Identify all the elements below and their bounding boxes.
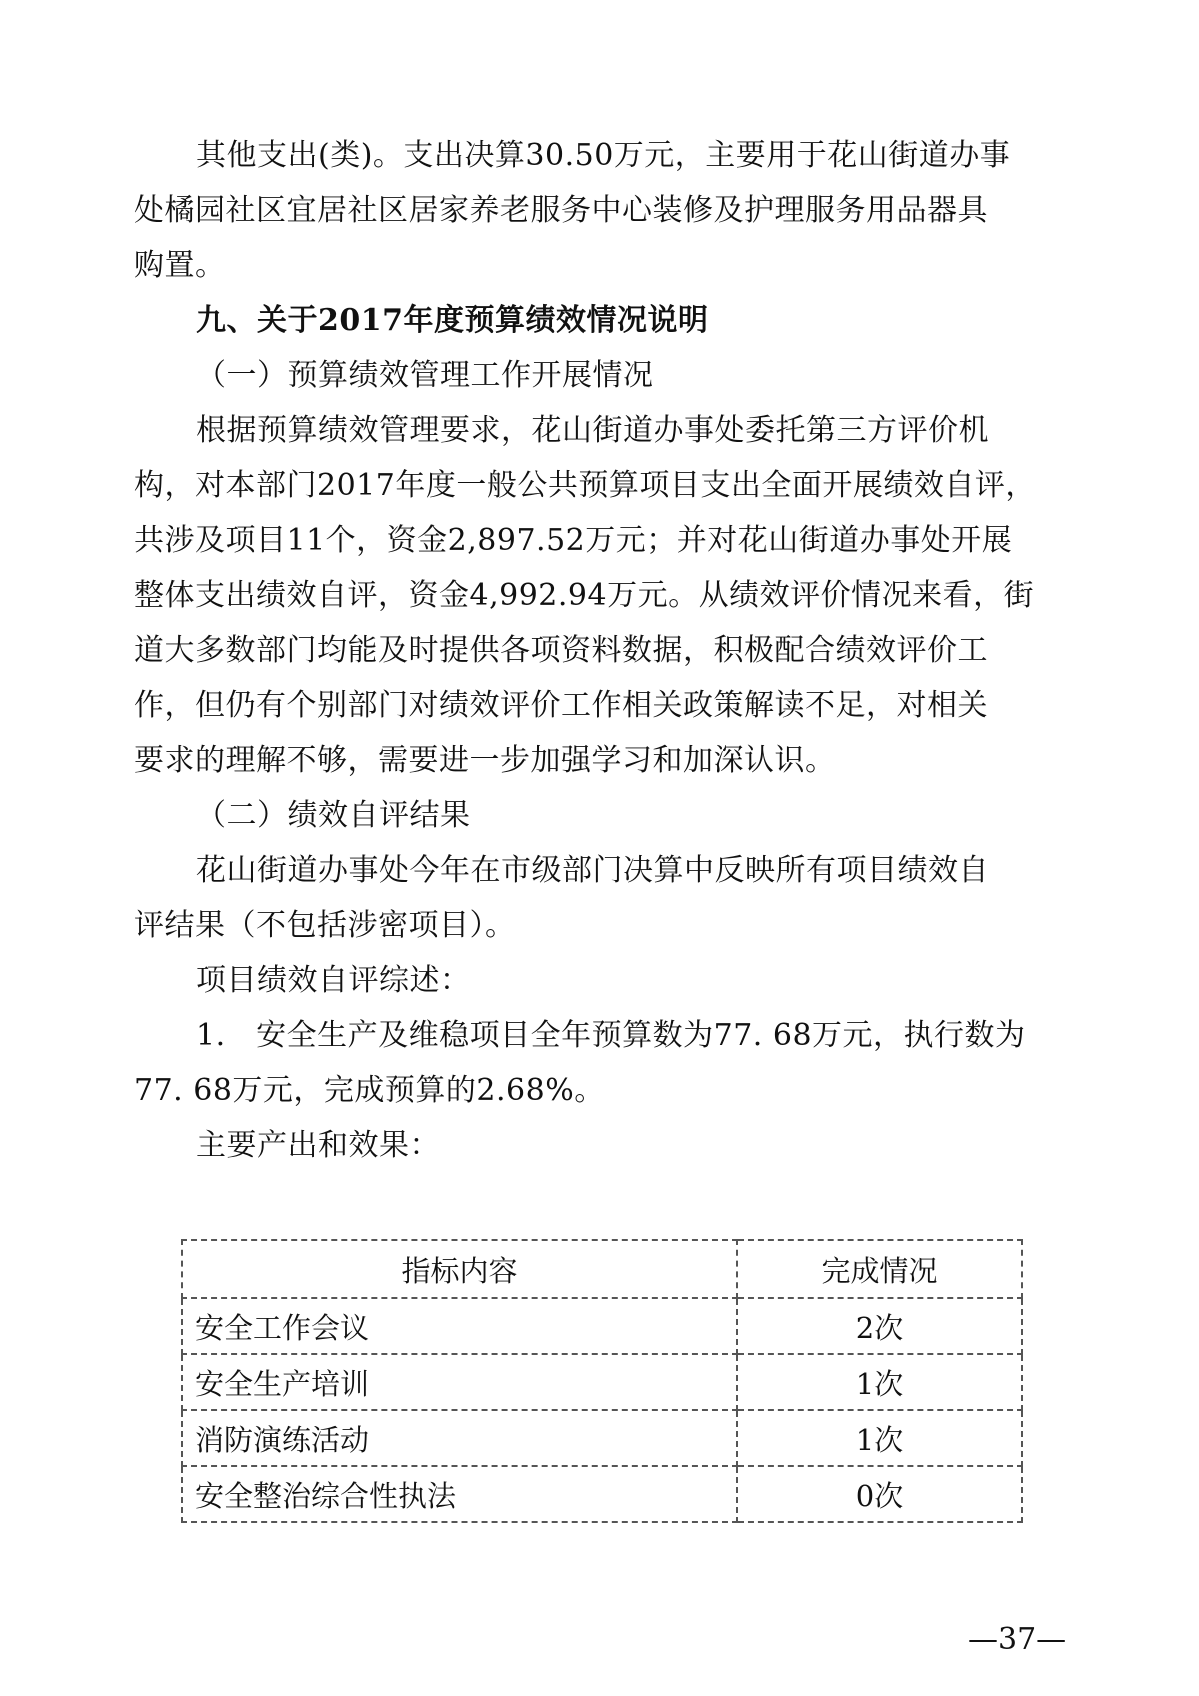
line-9: 整体支出绩效自评，资金4,992.94万元。从绩效评价情况来看，街 [134,578,1035,613]
line-8: 共涉及项目11个，资金2,897.52万元；并对花山街道办事处开展 [134,523,1013,558]
table-header-row [182,1240,1022,1298]
table-header-cell: 指标内容 [182,1240,737,1298]
table-header-cell: 完成情况 [737,1240,1022,1298]
subheading-1: （一）预算绩效管理工作开展情况 [196,358,654,393]
line-12: 要求的理解不够，需要进一步加强学习和加深认识。 [134,743,836,778]
table-row [182,1466,1022,1522]
line-2: 处橘园社区宜居社区居家养老服务中心装修及护理服务用品器具 [134,193,988,228]
indicator-cell: 消防演练活动 [182,1410,737,1466]
section-heading-9: 九、关于2017年度预算绩效情况说明 [196,303,709,338]
line-6: 根据预算绩效管理要求，花山街道办事处委托第三方评价机 [196,413,989,448]
indicator-cell: 安全整治综合性执法 [182,1466,737,1522]
line-11: 作，但仍有个别部门对绩效评价工作相关政策解读不足，对相关 [134,688,988,723]
line-10: 道大多数部门均能及时提供各项资料数据，积极配合绩效评价工 [134,633,988,668]
line-1: 其他支出(类)。支出决算30.50万元，主要用于花山街道办事 [196,138,1011,173]
result-cell: 1次 [737,1354,1022,1410]
line-16: 项目绩效自评综述： [196,963,471,998]
indicator-cell: 安全生产培训 [182,1354,737,1410]
line-15: 评结果（不包括涉密项目）。 [134,908,516,943]
table-row [182,1298,1022,1354]
performance-table [181,1239,1023,1523]
indicator-cell: 安全工作会议 [182,1298,737,1354]
line-19: 主要产出和效果： [196,1128,440,1163]
subheading-2: （二）绩效自评结果 [196,798,471,833]
line-3: 购置。 [134,248,226,283]
page-number: —37— [968,1622,1067,1657]
table-row [182,1354,1022,1410]
line-14: 花山街道办事处今年在市级部门决算中反映所有项目绩效自 [196,853,989,888]
result-cell: 2次 [737,1298,1022,1354]
line-7: 构，对本部门2017年度一般公共预算项目支出全面开展绩效自评， [134,468,1036,503]
result-cell: 0次 [737,1466,1022,1522]
line-18: 77. 68万元，完成预算的2.68%。 [134,1073,605,1108]
table-row [182,1410,1022,1466]
result-cell: 1次 [737,1410,1022,1466]
line-17: 1. 安全生产及维稳项目全年预算数为77. 68万元，执行数为 [196,1018,1026,1053]
